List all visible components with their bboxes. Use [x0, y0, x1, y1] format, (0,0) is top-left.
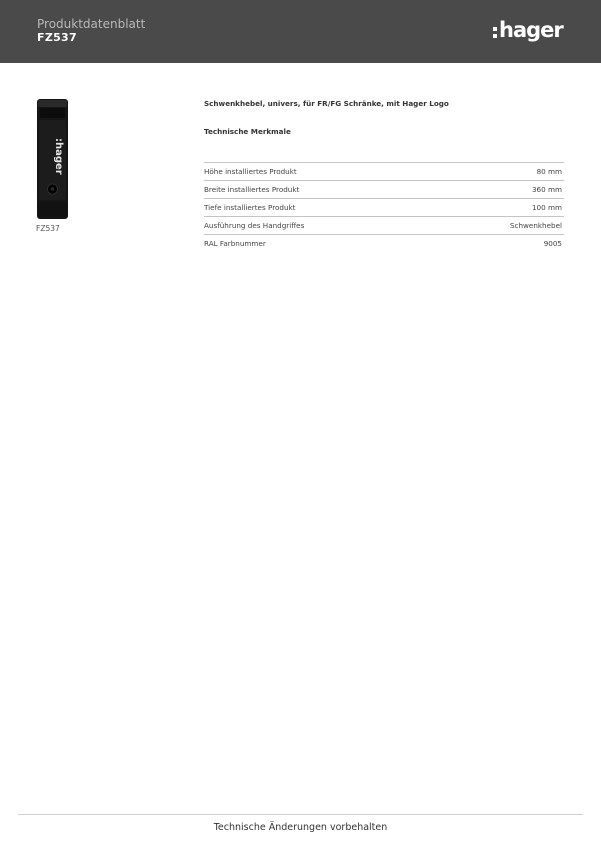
- table-row: [204, 199, 564, 217]
- logo-dots-icon: [493, 27, 497, 38]
- spec-label: RAL Farbnummer: [204, 239, 266, 248]
- table-row: [204, 235, 564, 252]
- document-type: Produktdatenblatt: [37, 17, 146, 31]
- logo-text: hager: [499, 18, 563, 42]
- spec-label: Höhe installiertes Produkt: [204, 167, 297, 176]
- product-title: Schwenkhebel, univers, für FR/FG Schränke, mit Hager Logo: [204, 99, 449, 108]
- svg-text::hager: :hager: [53, 138, 64, 175]
- spec-value: 360 mm: [531, 185, 562, 194]
- section-title: Technische Merkmale: [204, 127, 291, 136]
- table-row: [204, 217, 564, 235]
- spec-label: Tiefe installiertes Produkt: [204, 203, 296, 212]
- spec-table: [204, 162, 564, 252]
- header-bar: [0, 0, 601, 63]
- image-caption: FZ537: [36, 224, 60, 233]
- footer-text: Technische Änderungen vorbehalten: [213, 822, 388, 833]
- spec-value: 100 mm: [531, 203, 562, 212]
- spec-value: 80 mm: [536, 167, 562, 176]
- spec-label: Ausführung des Handgriffes: [204, 221, 305, 230]
- spec-value: Schwenkhebel: [509, 221, 562, 230]
- spec-value: 9005: [543, 239, 562, 248]
- table-row: [204, 163, 564, 181]
- table-row: [204, 181, 564, 199]
- product-code: FZ537: [37, 31, 77, 44]
- hager-logo: [493, 16, 563, 44]
- footer-divider: [18, 814, 583, 815]
- spec-label: Breite installiertes Produkt: [204, 185, 300, 194]
- product-image: [36, 98, 69, 220]
